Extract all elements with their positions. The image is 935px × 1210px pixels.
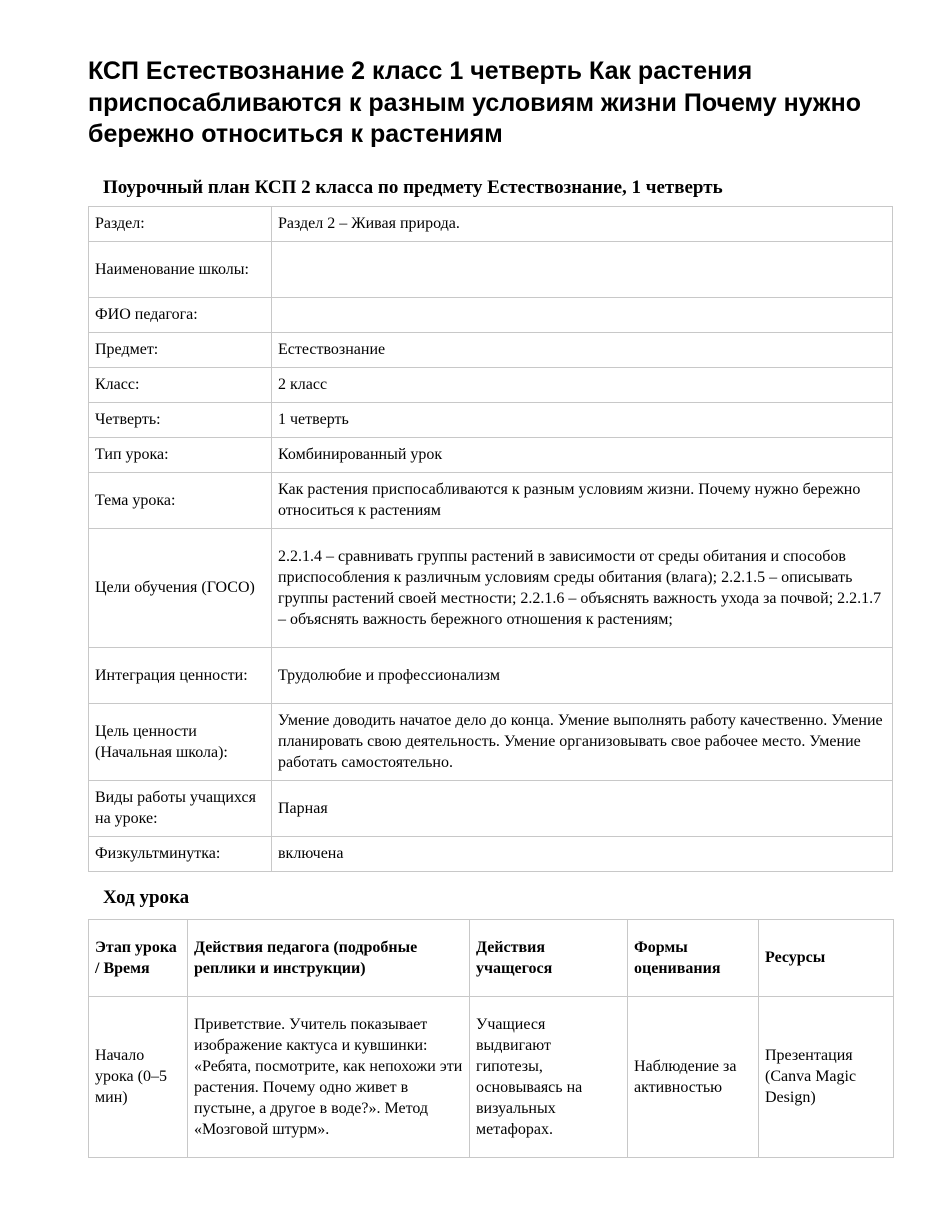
- column-header-assessment: Формы оценивания: [628, 919, 759, 996]
- row-value: 1 четверть: [272, 402, 893, 437]
- row-value: Умение доводить начатое дело до конца. Умение выполнять работу качественно. Умение планировать свою деятельность. Умение организовывать свое рабочее место. Умение работать самостоятельно.: [272, 703, 893, 780]
- row-label: Цели обучения (ГОСО): [89, 528, 272, 647]
- row-label: ФИО педагога:: [89, 297, 272, 332]
- plan-heading: Поурочный план КСП 2 класса по предмету Естествознание, 1 четверть: [103, 176, 723, 198]
- document-title: КСП Естествознание 2 класс 1 четверть Как растения приспосабливаются к разным условиям жизни Почему нужно бережно относиться к растениям: [88, 57, 861, 148]
- row-label: Цель ценности (Начальная школа):: [89, 703, 272, 780]
- assessment-cell: Наблюдение за активностью: [628, 996, 759, 1157]
- row-label: Наименование школы:: [89, 241, 272, 297]
- column-header-stage: Этап урока / Время: [89, 919, 188, 996]
- row-value: Естествознание: [272, 332, 893, 367]
- lesson-flow-heading: Ход урока: [103, 886, 190, 908]
- lesson-flow-table: [88, 919, 894, 1158]
- table-row: [89, 703, 893, 780]
- table-row: [89, 647, 893, 703]
- row-value: Парная: [272, 780, 893, 836]
- student-actions-cell: Учащиеся выдвигают гипотезы, основываясь на визуальных метафорах.: [470, 996, 628, 1157]
- column-header-resources: Ресурсы: [759, 919, 894, 996]
- row-label: Тип урока:: [89, 437, 272, 472]
- row-label: Предмет:: [89, 332, 272, 367]
- table-row: [89, 528, 893, 647]
- row-value: Как растения приспосабливаются к разным условиям жизни. Почему нужно бережно относиться к растениям: [272, 472, 893, 528]
- row-value: [272, 241, 893, 297]
- table-row: [89, 206, 893, 241]
- table-row: [89, 241, 893, 297]
- table-row: [89, 437, 893, 472]
- column-header-student-actions: Действия учащегося: [470, 919, 628, 996]
- row-value: 2.2.1.4 – сравнивать группы растений в зависимости от среды обитания и способов приспособления к различным условиям среды обитания (влага); 2.2.1.5 – описывать группы растений своей местности; 2.2.1.6 – объяснять важность ухода за почвой; 2.2.1.7 – объяснять важность бережного отношения к растениям;: [272, 528, 893, 647]
- table-row: [89, 996, 894, 1157]
- row-label: Тема урока:: [89, 472, 272, 528]
- row-value: Комбинированный урок: [272, 437, 893, 472]
- table-row: [89, 297, 893, 332]
- table-row: [89, 332, 893, 367]
- row-value: Трудолюбие и профессионализм: [272, 647, 893, 703]
- teacher-actions-cell: Приветствие. Учитель показывает изображение кактуса и кувшинки: «Ребята, посмотрите, как непохожи эти растения. Почему одно живет в пустыне, а другое в воде?». Метод «Мозговой штурм».: [188, 996, 470, 1157]
- table-row: [89, 472, 893, 528]
- row-value: 2 класс: [272, 367, 893, 402]
- row-label: Интеграция ценности:: [89, 647, 272, 703]
- resources-cell: Презентация (Canva Magic Design): [759, 996, 894, 1157]
- row-value: [272, 297, 893, 332]
- table-header-row: [89, 919, 894, 996]
- stage-cell: Начало урока (0–5 мин): [89, 996, 188, 1157]
- row-value: Раздел 2 – Живая природа.: [272, 206, 893, 241]
- table-row: [89, 367, 893, 402]
- row-label: Класс:: [89, 367, 272, 402]
- document-page: [88, 56, 893, 1158]
- row-label: Физкультминутка:: [89, 836, 272, 871]
- row-label: Виды работы учащихся на уроке:: [89, 780, 272, 836]
- row-value: включена: [272, 836, 893, 871]
- table-row: [89, 780, 893, 836]
- lesson-info-table: [88, 206, 893, 872]
- row-label: Раздел:: [89, 206, 272, 241]
- table-row: [89, 402, 893, 437]
- column-header-teacher-actions: Действия педагога (подробные реплики и инструкции): [188, 919, 470, 996]
- table-row: [89, 836, 893, 871]
- row-label: Четверть:: [89, 402, 272, 437]
